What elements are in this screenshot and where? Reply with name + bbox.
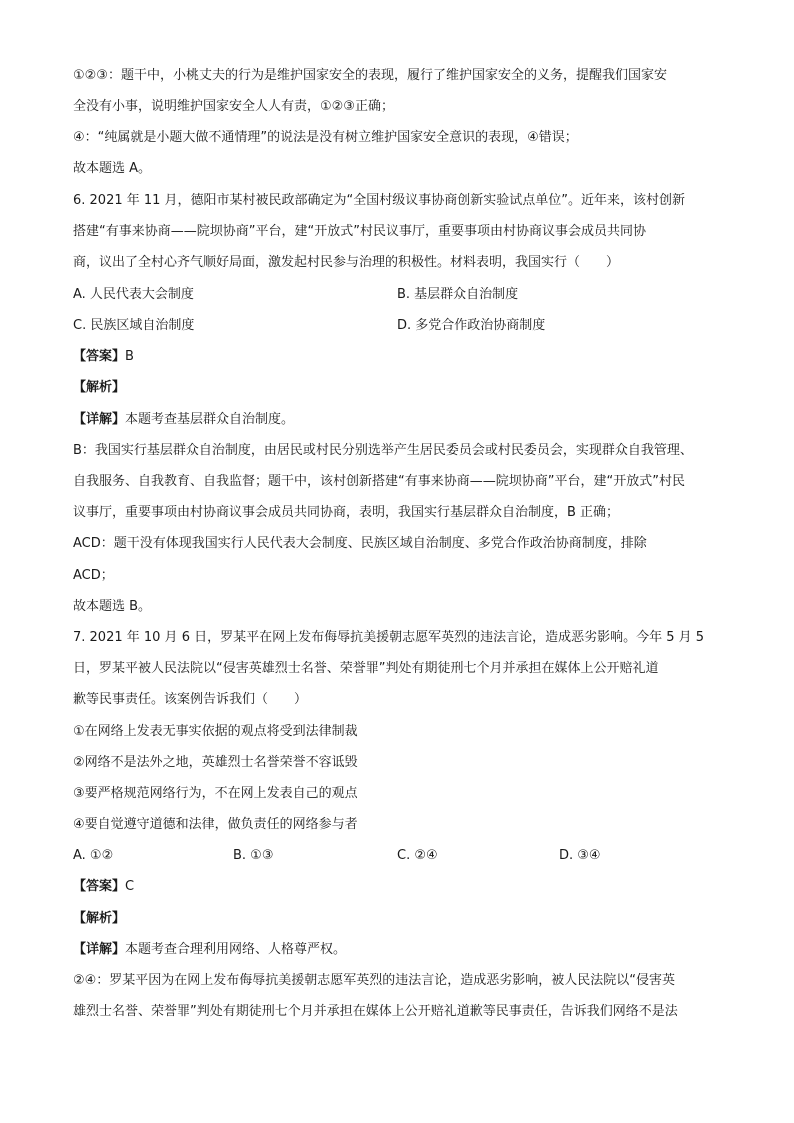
conclusion-line: 故本题选 A。	[73, 161, 152, 176]
q6-option-c: C. 民族区域自治制度	[73, 318, 195, 333]
detail-label: 【详解】	[73, 412, 126, 427]
q7-detail	[73, 939, 723, 961]
q7-stem-line: 歉等民事责任。该案例告诉我们（ ）	[73, 692, 308, 707]
q6-option-a: A. 人民代表大会制度	[73, 287, 194, 302]
q6-detail	[73, 409, 723, 431]
q6-explanation-line: 议事厅，重要事项由村协商议事会成员共同协商，表明，我国实行基层群众自治制度，B 正确；	[73, 505, 620, 520]
q6-explanation-line: B：我国实行基层群众自治制度，由居民或村民分别选举产生居民委员会或村民委员会，实现群众自我管理、	[73, 443, 693, 458]
q6-explanation-line: ACD：题干没有体现我国实行人民代表大会制度、民族区域自治制度、多党合作政治协商制度，排除	[73, 536, 647, 551]
q6-option-b: B. 基层群众自治制度	[397, 287, 519, 302]
q7-option-c: C. ②④	[397, 848, 438, 863]
q6-option-d: D. 多党合作政治协商制度	[397, 318, 546, 333]
q7-explanation-line: ②④：罗某平因为在网上发布侮辱抗美援朝志愿军英烈的违法言论，造成恶劣影响，被人民法院以“侵害英	[73, 973, 676, 988]
q7-statement-4: ④要自觉遵守道德和法律，做负责任的网络参与者	[73, 817, 358, 832]
analysis-text-line: 全没有小事，说明维护国家安全人人有责，①②③正确；	[73, 99, 394, 114]
q6-analysis-label: 【解析】	[73, 380, 126, 395]
answer-value: B	[125, 349, 134, 364]
q6-stem-line: 搭建“有事来协商——院坝协商”平台，建“开放式”村民议事厅，重要事项由村协商议事会成员共同协	[73, 224, 646, 239]
q7-stem-line: 7. 2021 年 10 月 6 日，罗某平在网上发布侮辱抗美援朝志愿军英烈的违法言论，造成恶劣影响。今年 5 月 5	[73, 630, 705, 645]
q6-explanation-line: 自我服务、自我教育、自我监督；题干中，该村创新搭建“有事来协商——院坝协商”平台，建“开放式”村民	[73, 474, 685, 489]
q7-explanation-line: 雄烈士名誉、荣誉罪”判处有期徒刑七个月并承担在媒体上公开赔礼道歉等民事责任，告诉我们网络不是法	[73, 1004, 678, 1019]
answer-value: C	[125, 879, 135, 894]
answer-label: 【答案】	[73, 879, 126, 894]
q7-option-d: D. ③④	[559, 848, 601, 863]
q7-statement-1: ①在网络上发表无事实依据的观点将受到法律制裁	[73, 724, 358, 739]
detail-text: 本题考查合理利用网络、人格尊严权。	[125, 942, 347, 957]
q6-conclusion: 故本题选 B。	[73, 599, 152, 614]
analysis-text-line: ④：“纯属就是小题大做不通情理”的说法是没有树立维护国家安全意识的表现，④错误；	[73, 130, 578, 145]
q6-stem-line: 6. 2021 年 11 月，德阳市某村被民政部确定为“全国村级议事协商创新实验试点单位”。近年来，该村创新	[73, 193, 686, 208]
analysis-text-line: ①②③：题干中，小桃丈夫的行为是维护国家安全的表现，履行了维护国家安全的义务，提醒我们国家安	[73, 68, 667, 83]
q7-statement-3: ③要严格规范网络行为，不在网上发表自己的观点	[73, 786, 358, 801]
q7-option-a: A. ①②	[73, 848, 114, 863]
q7-statement-2: ②网络不是法外之地，英雄烈士名誉荣誉不容诋毁	[73, 755, 358, 770]
q7-option-b: B. ①③	[233, 848, 274, 863]
answer-label: 【答案】	[73, 349, 126, 364]
q7-analysis-label: 【解析】	[73, 911, 126, 926]
q6-explanation-line: ACD；	[73, 568, 114, 583]
q6-answer	[73, 346, 723, 368]
detail-label: 【详解】	[73, 942, 126, 957]
q7-answer	[73, 876, 723, 898]
q6-stem-line: 商，议出了全村心齐气顺好局面，激发起村民参与治理的积极性。材料表明，我国实行（ ）	[73, 255, 620, 270]
q7-stem-line: 日，罗某平被人民法院以“侵害英雄烈士名誉、荣誉罪”判处有期徒刑七个月并承担在媒体上公开赔礼道	[73, 661, 659, 676]
detail-text: 本题考查基层群众自治制度。	[125, 412, 295, 427]
